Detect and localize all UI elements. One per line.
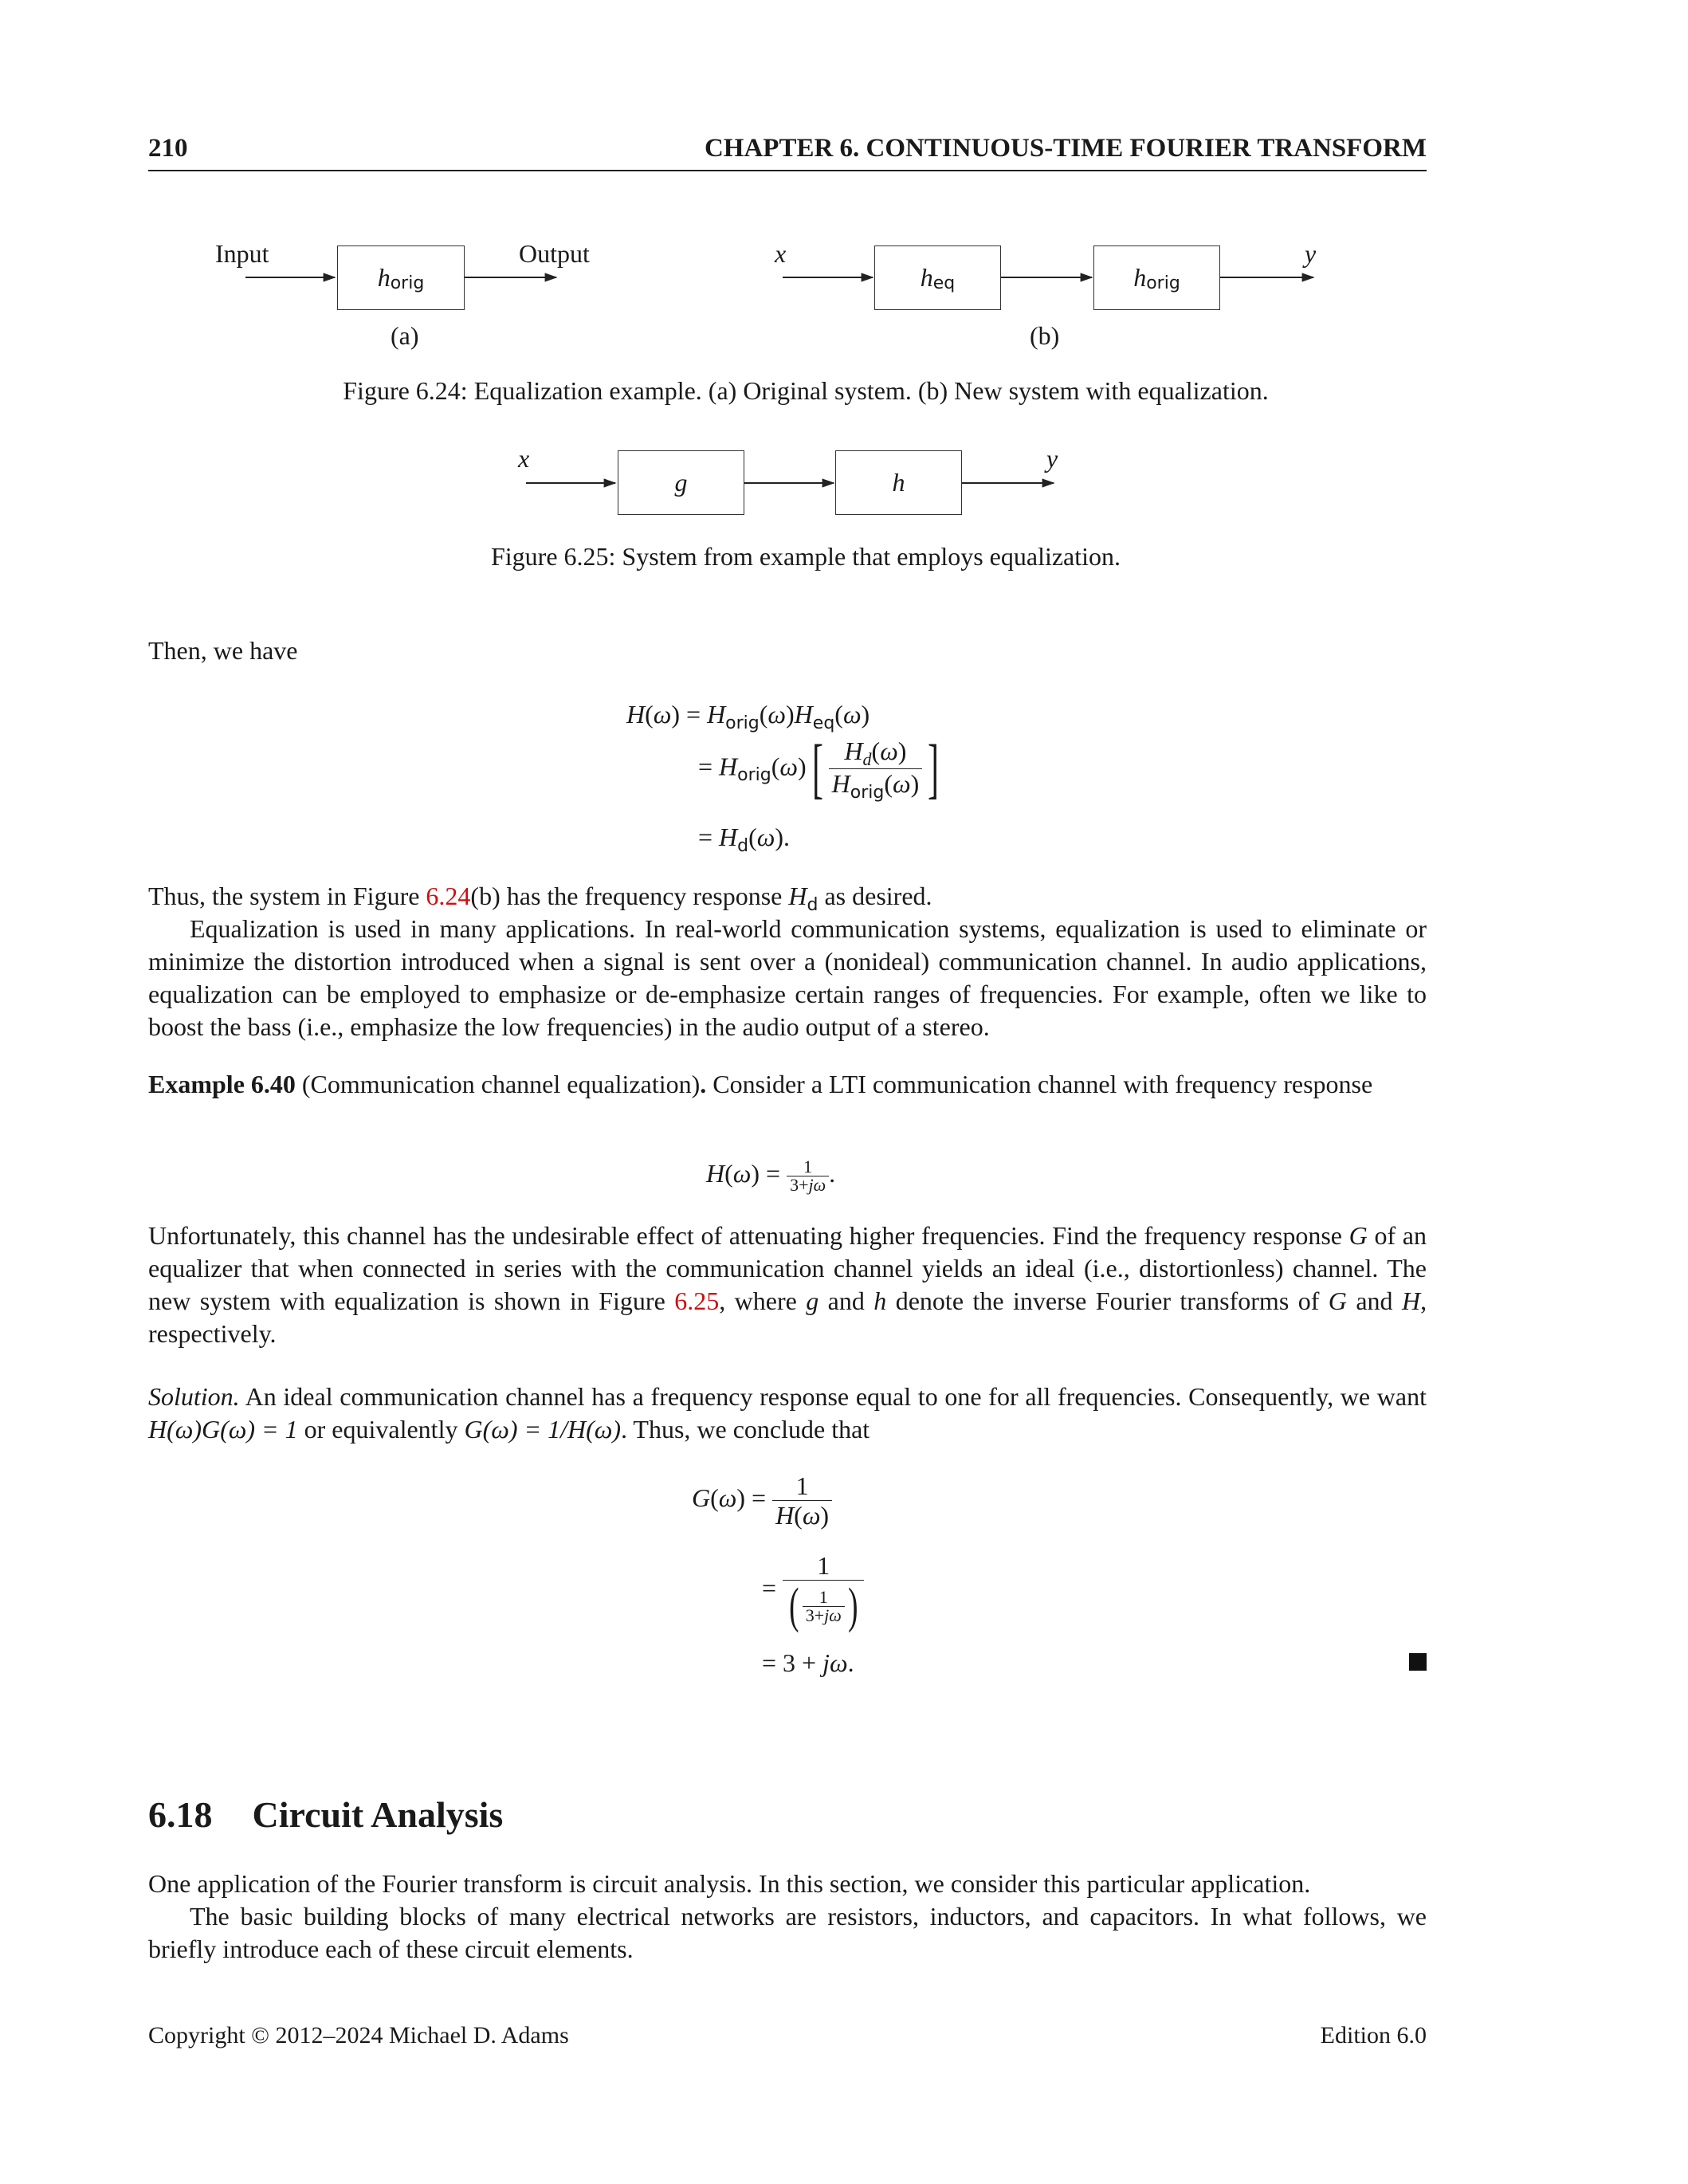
fig-b-input-label: x xyxy=(775,239,787,268)
solution-paragraph: Solution. An ideal communication channel has a frequency response equal to one for all frequencies. Consequently, we want H(ω)G(ω) = 1 or equivalently G(ω) = 1/H(ω). Thus, we conclude that xyxy=(148,1382,1427,1444)
fig-b-block-horig: h orig xyxy=(1093,246,1220,310)
eq2-line2: = 1 ( $\frac{1}{3+j\omega}$ ) xyxy=(762,1551,864,1630)
fig625-block-g: g xyxy=(618,450,744,515)
section-title: Circuit Analysis xyxy=(252,1794,504,1835)
section-para1: One application of the Fourier transform is circuit analysis. In this section, we consider this particular application. xyxy=(148,1869,1311,1898)
fig-a-block-horig: h orig xyxy=(337,246,465,310)
figure-6-24-link[interactable]: 6.24 xyxy=(426,882,471,910)
then-we-have: Then, we have xyxy=(148,636,298,665)
fig-b-output-label: y xyxy=(1305,239,1317,268)
fig-a-input-label: Input xyxy=(215,239,269,268)
figure-6-24-caption: Figure 6.24: Equalization example. (a) Original system. (b) New system with equalization. xyxy=(343,376,1269,405)
eq1-line1: $H(\omega) = H_{orig}(\omega)H_{eq}(\omega)$ xyxy=(626,700,870,733)
eq-channel-response: H(ω) = $\frac{1}{3+j\omega}$ . xyxy=(706,1157,836,1196)
fig-b-block-heq: h eq xyxy=(874,246,1001,310)
section-number: 6.18 xyxy=(148,1794,213,1835)
page-number: 210 xyxy=(148,134,188,163)
fig-a-output-label: Output xyxy=(519,239,590,268)
eq1-line3: = $H_d(\omega)$. xyxy=(698,823,791,856)
chapter-title: CHAPTER 6. CONTINUOUS-TIME FOURIER TRANSFORM xyxy=(704,134,1427,163)
fig625-output-label: y xyxy=(1046,444,1058,473)
fig-a-panel-label: (a) xyxy=(391,321,419,350)
figure-6-25-link[interactable]: 6.25 xyxy=(674,1286,720,1315)
section-para2: The basic building blocks of many electrical networks are resistors, inductors, and capacitors. In what follows, we briefly introduce each of these circuit elements. xyxy=(148,1902,1427,1963)
unfortunately-paragraph: Unfortunately, this channel has the undesirable effect of attenuating higher frequencies. Find the frequency response G of an equalizer that when connected in series with the communication channel yields an ideal (i.e., distortionless) channel. The new system with equalization is shown in Figure 6.25, where g and h denote the inverse Fourier transforms of G and H, respectively. xyxy=(148,1221,1427,1348)
footer-copyright: Copyright © 2012–2024 Michael D. Adams xyxy=(148,2022,569,2048)
header-rule xyxy=(148,170,1427,171)
equalization-paragraph: Equalization is used in many applications. In real-world communication systems, equalization is used to eliminate or minimize the distortion introduced when a signal is sent over a (nonideal) communication channel. In audio applications, equalization can be employed to emphasize or de-emphasize certain ranges of frequencies. For example, often we like to boost the bass (i.e., emphasize the low frequencies) in the audio output of a stereo. xyxy=(148,914,1427,1041)
fig625-block-h: h xyxy=(835,450,962,515)
eq2-line1: G(ω) = $\frac{1}{H(\omega)}$ xyxy=(692,1471,832,1530)
example-6-40: Example 6.40 (Communication channel equalization). Consider a LTI communication channel with frequency response xyxy=(148,1070,1373,1098)
fig625-input-label: x xyxy=(518,444,530,473)
eq2-line3: = 3 + jω. xyxy=(762,1648,854,1677)
end-of-proof-square xyxy=(1409,1653,1427,1671)
eq1-line2: = $H_{orig}(\omega)$[ $\frac{H_d(\omega)}{H_{orig}(\omega)}$ ] xyxy=(698,732,940,806)
section-heading xyxy=(148,1793,503,1836)
footer-edition: Edition 6.0 xyxy=(1320,2022,1427,2048)
thus-sentence: Thus, the system in Figure 6.24(b) has the frequency response $H_d$ as desired. xyxy=(148,882,932,915)
figure-6-25-caption: Figure 6.25: System from example that employs equalization. xyxy=(490,542,1121,571)
fig-b-panel-label: (b) xyxy=(1030,321,1060,350)
